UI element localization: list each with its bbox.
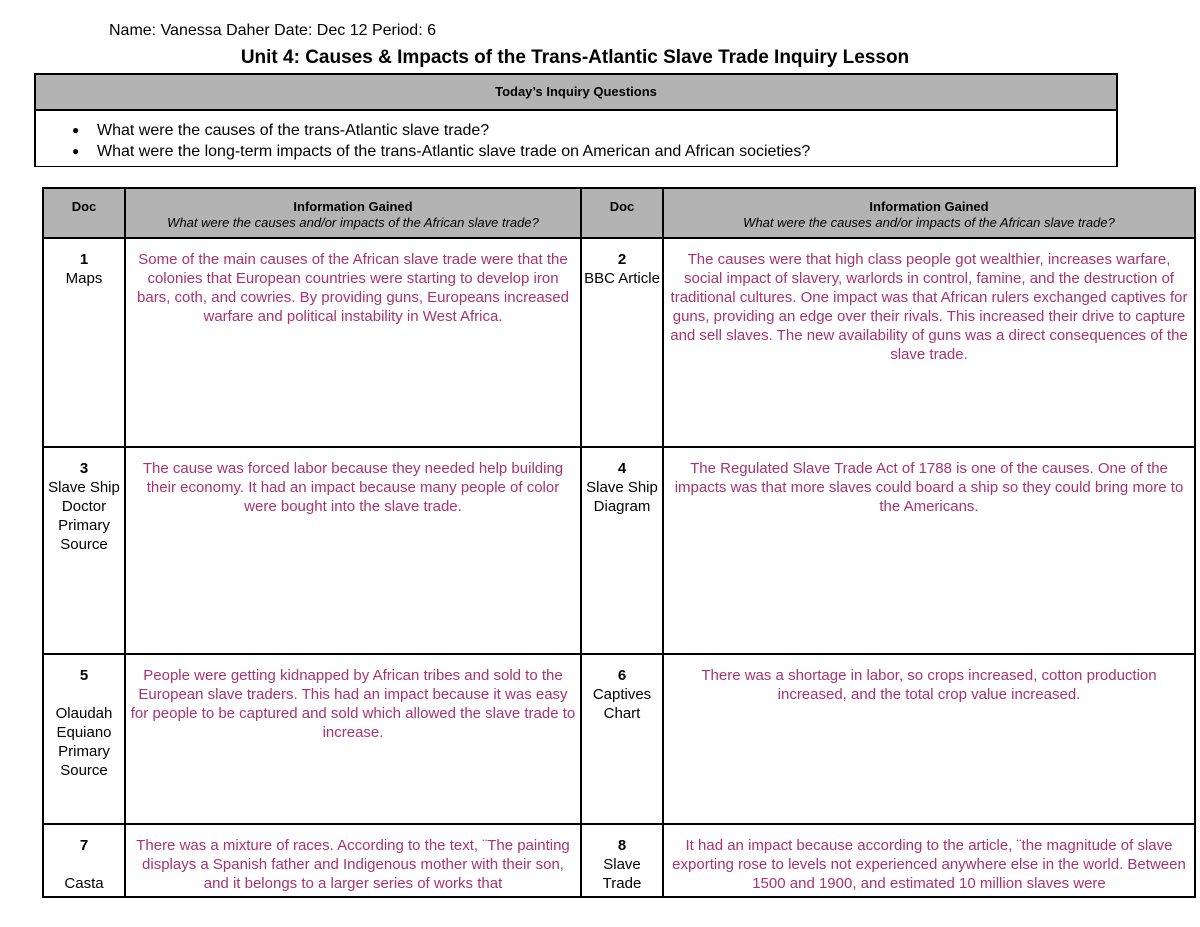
info-cell[interactable]: It had an impact because according to the article, ¨the magnitude of slave exporting rose to levels not experienced anywhere else in the world. Between 1500 and 1900, and estimated 10 million slaves were bbox=[663, 824, 1195, 897]
info-cell[interactable]: People were getting kidnapped by African tribes and sold to the European slave traders. This had an impact because it was easy for people to be captured and sold which allowed the slave trade to increase. bbox=[125, 654, 581, 824]
doc-number: 2 bbox=[617, 251, 627, 268]
info-cell[interactable]: The Regulated Slave Trade Act of 1788 is one of the causes. One of the impacts was that more slaves could board a ship so they could bring more to the Americans. bbox=[663, 447, 1195, 654]
table-row bbox=[43, 238, 1195, 447]
doc-header-label: Doc bbox=[71, 199, 97, 214]
inquiry-question-text: What were the long-term impacts of the trans-Atlantic slave trade on American and African societies? bbox=[97, 143, 811, 160]
doc-title: Olaudah Equiano Primary Source bbox=[55, 705, 113, 779]
doc-cell bbox=[43, 238, 125, 447]
doc-spacer bbox=[46, 855, 122, 874]
doc-title: Casta bbox=[64, 875, 104, 892]
doc-cell bbox=[43, 654, 125, 824]
inquiry-heading: Today’s Inquiry Questions bbox=[36, 75, 1116, 111]
doc-cell bbox=[581, 824, 663, 897]
doc-cell bbox=[581, 654, 663, 824]
info-header-label: Information Gained bbox=[869, 199, 989, 214]
doc-cell bbox=[581, 447, 663, 654]
inquiry-question bbox=[36, 141, 1116, 162]
inquiry-question bbox=[36, 120, 1116, 141]
doc-cell bbox=[43, 447, 125, 654]
info-cell[interactable]: There was a shortage in labor, so crops increased, cotton production increased, and the total crop value increased. bbox=[663, 654, 1195, 824]
table-row bbox=[43, 447, 1195, 654]
document-analysis-table bbox=[42, 187, 1196, 898]
doc-number: 4 bbox=[617, 460, 627, 477]
unit-title: Unit 4: Causes & Impacts of the Trans-Atlantic Slave Trade Inquiry Lesson bbox=[240, 47, 910, 68]
doc-number: 1 bbox=[79, 251, 89, 268]
info-cell[interactable]: The causes were that high class people got wealthier, increases warfare, social impact of slavery, warlords in control, famine, and the destruction of traditional cultures. One impact was that African rulers exchanged captives for guns, providing an edge over their rivals. This increased their drive to capture and sell slaves. The new availability of guns was a direct consequences of the slave trade. bbox=[663, 238, 1195, 447]
doc-spacer bbox=[46, 685, 122, 704]
table-header-row bbox=[43, 188, 1195, 238]
info-column-header bbox=[663, 188, 1195, 238]
table-row bbox=[43, 654, 1195, 824]
doc-title: Captives Chart bbox=[592, 686, 652, 722]
doc-cell bbox=[581, 238, 663, 447]
info-cell[interactable]: There was a mixture of races. According to the text, ¨The painting displays a Spanish father and Indigenous mother with their son, and it belongs to a larger series of works that bbox=[125, 824, 581, 897]
doc-title: Slave Trade bbox=[602, 856, 642, 892]
doc-number: 7 bbox=[79, 837, 89, 854]
bullet-icon: ● bbox=[72, 144, 80, 158]
doc-title: BBC Article bbox=[584, 270, 660, 287]
doc-column-header bbox=[43, 188, 125, 238]
student-name-line: Name: Vanessa Daher Date: Dec 12 Period: 6 bbox=[109, 22, 436, 39]
table-row bbox=[43, 824, 1195, 897]
doc-header-label: Doc bbox=[609, 199, 635, 214]
inquiry-question-text: What were the causes of the trans-Atlantic slave trade? bbox=[97, 122, 490, 139]
bullet-icon: ● bbox=[72, 123, 80, 137]
doc-column-header bbox=[581, 188, 663, 238]
doc-number: 3 bbox=[79, 460, 89, 477]
doc-number: 6 bbox=[617, 667, 627, 684]
doc-title: Slave Ship Doctor Primary Source bbox=[48, 479, 120, 553]
inquiry-questions-box bbox=[34, 73, 1118, 167]
info-header-label: Information Gained bbox=[293, 199, 413, 214]
info-header-question: What were the causes and/or impacts of the African slave trade? bbox=[743, 215, 1115, 230]
info-column-header bbox=[125, 188, 581, 238]
inquiry-question-list bbox=[36, 111, 1116, 162]
doc-number: 5 bbox=[79, 667, 89, 684]
doc-cell bbox=[43, 824, 125, 897]
info-cell[interactable]: Some of the main causes of the African slave trade were that the colonies that European countries were starting to develop iron bars, coth, and cowries. By providing guns, Europeans increased warfare and political instability in West Africa. bbox=[125, 238, 581, 447]
info-header-question: What were the causes and/or impacts of the African slave trade? bbox=[167, 215, 539, 230]
doc-title: Slave Ship Diagram bbox=[586, 479, 658, 515]
info-cell[interactable]: The cause was forced labor because they needed help building their economy. It had an impact because many people of color were bought into the slave trade. bbox=[125, 447, 581, 654]
doc-number: 8 bbox=[617, 837, 627, 854]
doc-title: Maps bbox=[65, 270, 103, 287]
